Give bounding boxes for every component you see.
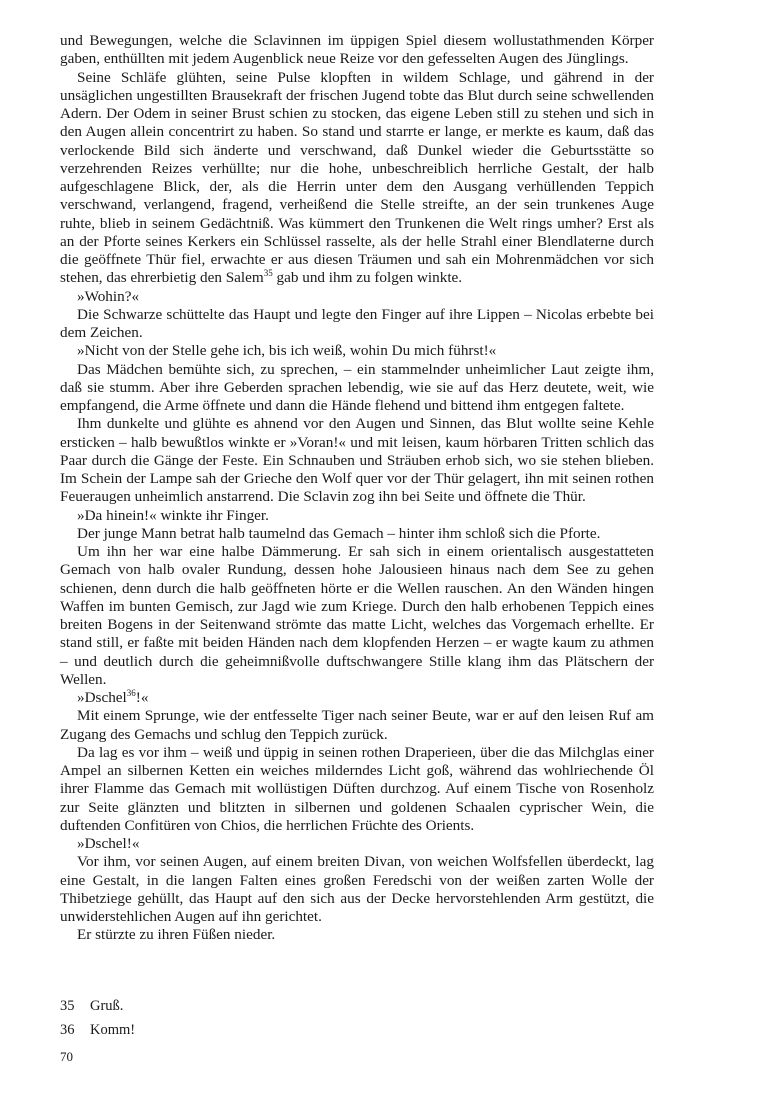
- paragraph-text: Seine Schläfe glühten, seine Pulse klopften in wildem Schlage, und gährend in der unsäglichen ungestillten Brausekraft der frischen Jugend tobte das Blut durch seine schwellenden Adern. Der Odem in seiner Brust schien zu stocken, das eigene Leben still zu stehen und sich in den Augen allein concentrirt zu haben. So stand und starrte er lange, er merkte es kaum, daß das verlockende Bild sich änderte und verschwand, daß Dunkel wieder die Geburtsstätte so verzehrenden Reizes verhüllte; nur die hohe, unbeschreiblich herrliche Gestalt, der halb aufgeschlagene Blick, der, als die Herrin unter dem den Ausgang verhüllenden Teppich verschwand, verlangend, fragend, verheißend die Stelle streifte, an der sein trunkenes Auge ruhte, blieb in seinem Gedächtniß. Was kümmert den Trunkenen die Welt rings umher? Erst als an der Pforte seines Kerkers ein Schlüssel rasselte, als der helle Strahl einer Blendlaterne durch die geöffnete Thür fiel, erwachte er aus diesen Träumen und sah ein Mohrenmädchen vor sich stehen, das ehrerbietig den Salem: [60, 68, 654, 287]
- paragraph: [60, 306, 654, 343]
- paragraph-text: Vor ihm, vor seinen Augen, auf einem breiten Divan, von weichen Wolfsfellen überdeckt, lag eine Gestalt, in die langen Falten eines großen Feredschi von der weißen zarten Wolle der Thibetziege gehüllt, das Haupt auf den sich aus der Decke hervorstehlenden Arm gestützt, die unwiderstehlichen Augen auf ihn gerichtet.: [60, 853, 654, 925]
- paragraph-text: und Bewegungen, welche die Sclavinnen im üppigen Spiel diesem wollustathmenden Körper gaben, enthüllten mit jedem Augenblick neue Reize vor den gefesselten Augen des Jünglings.: [60, 32, 654, 68]
- paragraph-text: »Da hinein!« winkte ihr Finger.: [77, 506, 269, 524]
- paragraph: [60, 525, 654, 543]
- paragraph-text: »Wohin?«: [77, 287, 140, 305]
- paragraph-text: Er stürzte zu ihren Füßen nieder.: [77, 926, 276, 944]
- footnote-text: Gruß.: [90, 998, 124, 1014]
- footnote-ref: 36: [126, 688, 136, 698]
- paragraph-text: »Nicht von der Stelle gehe ich, bis ich weiß, wohin Du mich führst!«: [77, 342, 497, 360]
- paragraph-text: Die Schwarze schüttelte das Haupt und legte den Finger auf ihre Lippen – Nicolas erbebte bei dem Zeichen.: [60, 305, 654, 341]
- paragraph-text: Der junge Mann betrat halb taumelnd das Gemach – hinter ihm schloß sich die Pforte.: [77, 524, 601, 542]
- footnote-text: Komm!: [90, 1022, 136, 1038]
- footnote: [60, 994, 654, 1018]
- body-text: [60, 32, 654, 945]
- paragraph: [60, 342, 654, 360]
- paragraph: [60, 926, 654, 944]
- paragraph: [60, 689, 654, 707]
- paragraph: [60, 415, 654, 506]
- paragraph-text: Das Mädchen bemühte sich, zu sprechen, – ein stammelnder unheimlicher Laut zeigte ihm, daß sie stumm. Aber ihre Geberden sprachen lebendig, wie sie auf das Herz deutete, weit, wie empfangend, die Arme öffnete und dann die Hände flehend und bittend ihm entgegen faltete.: [60, 360, 654, 414]
- paragraph: [60, 69, 654, 288]
- paragraph-text: !«: [135, 689, 149, 706]
- paragraph-text: »Dschel!«: [77, 835, 140, 852]
- page-number: 70: [60, 1049, 73, 1064]
- paragraph: [60, 32, 654, 69]
- paragraph-text: Da lag es vor ihm – weiß und üppig in seinen rothen Draperieen, über die das Milchglas einer Ampel an silbernen Ketten ein weiches milderndes Licht goß, während das wohlriechende Öl ihrer Flamme das Gemach mit wollüstigen Düften durchzog. Auf einem Tische von Rosenholz zur Seite glänzten und blitzten in silbernen und goldenen Schaalen cyprischer Wein, die duftenden Confitüren von Chios, die herrlichen Früchte des Orients.: [60, 743, 654, 834]
- paragraph: [60, 835, 654, 853]
- paragraph-text: Um ihn her war eine halbe Dämmerung. Er sah sich in einem orientalisch ausgestatteten Gemach von halb ovaler Rundung, dessen hohe Jalousieen hinaus nach dem See zu gehen schienen, denn durch die halb geöffneten hörte er die Wellen rauschen. An den Wänden hingen Waffen im bunten Gemisch, zur Jagd wie zum Kriege. Durch den halb erhobenen Teppich eines breiten Bogens in der Seitenwand strömte das matte Licht, welches das Vorgemach erhellte. Er stand still, er faßte mit beiden Händen nach dem klopfenden Herzen – er wagte kaum zu athmen – und deutlich durch die geheimnißvolle duftschwangere Stille klang ihm das Plätschern der Wellen.: [60, 543, 654, 688]
- paragraph: [60, 543, 654, 689]
- paragraph-text: gab und ihm zu folgen winkte.: [272, 269, 463, 287]
- footnote: [60, 1018, 654, 1042]
- paragraph-text: Ihm dunkelte und glühte es ahnend vor den Augen und Sinnen, das Blut wollte seine Kehle ersticken – halb bewußtlos winkte er »Voran!« und mit leisen, kaum hörbaren Tritten schlich das Paar durch die Gänge der Feste. Ein Schnauben und Sträuben erhob sich, wo sie stehen blieben. Im Schein der Lampe sah der Grieche den Wolf quer vor der Thür gelagert, ihn mit seinen rothen Feueraugen unheimlich anstarrend. Die Sclavin zog ihn bei Seite und öffnete die Thür.: [60, 415, 654, 506]
- footnote-number: 35: [60, 998, 75, 1014]
- paragraph: [60, 288, 654, 306]
- paragraph: [60, 707, 654, 744]
- footnote-ref: 35: [263, 268, 273, 279]
- paragraph: [60, 507, 654, 525]
- paragraph: [60, 853, 654, 926]
- paragraph-text: »Dschel: [77, 689, 127, 706]
- paragraph: [60, 361, 654, 416]
- paragraph: [60, 744, 654, 835]
- footnote-number: 36: [60, 1022, 75, 1038]
- footnotes: [60, 994, 654, 1042]
- paragraph-text: Mit einem Sprunge, wie der entfesselte Tiger nach seiner Beute, war er auf den leisen Ruf am Zugang des Gemachs und schlug den Teppich zurück.: [60, 707, 654, 743]
